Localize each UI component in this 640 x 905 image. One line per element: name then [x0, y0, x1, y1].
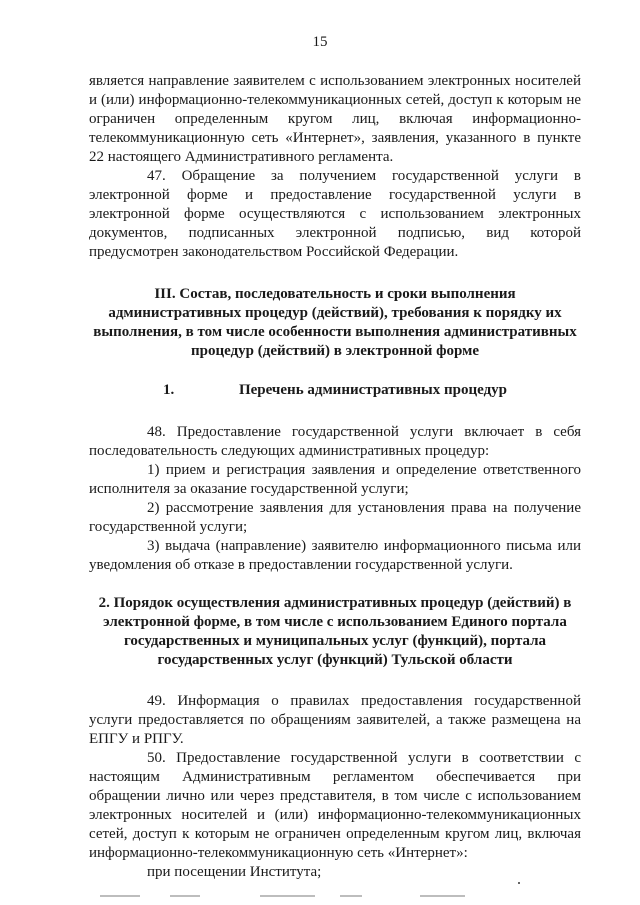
- scan-speck: [518, 882, 520, 884]
- list-item-48-1: 1) прием и регистрация заявления и определение ответственного исполнителя за оказание государственной услуги;: [89, 462, 581, 497]
- subsection-2-heading: 2. Порядок осуществления административных процедур (действий) в электронной форме, в том числе с использованием Единого портала государственных и муниципальных услуг (функций), портала государственных услуг (функций) Тульской области: [98, 595, 572, 668]
- list-item-48-3: 3) выдача (направление) заявителю информационного письма или уведомления об отказе в предоставлении государственной услуги.: [89, 538, 581, 573]
- list-item-48-2: 2) рассмотрение заявления для установления права на получение государственной услуги;: [89, 500, 581, 535]
- paragraph-50-item-1: при посещении Института;: [147, 864, 322, 880]
- paragraph-47: 47. Обращение за получением государственной услуги в электронной форме и предоставление государственной услуги в электронной форме осуществляются с использованием электронных документов, подписанных электронной подписью, вид которой предусмотрен законодательством Российской Федерации.: [89, 168, 581, 260]
- section-3-heading: III. Состав, последовательность и сроки выполнения административных процедур (действий), требования к порядку их выполнения, в том числе особенности выполнения административных процедур (действий) в электронной форме: [93, 286, 577, 359]
- paragraph-continued: является направление заявителем с использованием электронных носителей и (или) информационно-телекоммуникационных сетей, доступ к которым не ограничен определенным кругом лиц, включая информационно-телекоммуникационную сеть «Интернет», заявления, указанного в пункте 22 настоящего Административного регламента.: [89, 73, 581, 165]
- paragraph-49: 49. Информация о правилах предоставления государственной услуги предоставляется по обращениям заявителей, а также размещена на ЕПГУ и РПГУ.: [89, 693, 581, 747]
- paragraph-50: 50. Предоставление государственной услуги в соответствии с настоящим Административным регламентом обеспечивается при обращении лично или через представителя, в том числе с использованием электронных носителей и (или) информационно-телекоммуникационных сетей, доступ к которым не ограничен определенным кругом лиц, включая информационно-телекоммуникационную сеть «Интернет»:: [89, 750, 581, 861]
- subsection-1-heading: [89, 381, 581, 400]
- subsection-1-number: 1.: [162, 382, 175, 398]
- page-content: [89, 72, 581, 882]
- subsection-1-title: Перечень административных процедур: [238, 382, 508, 398]
- paragraph-48-intro: 48. Предоставление государственной услуги включает в себя последовательность следующих административных процедур:: [89, 424, 581, 459]
- footer-scan-marks: [100, 893, 540, 899]
- page-number: 15: [312, 34, 328, 50]
